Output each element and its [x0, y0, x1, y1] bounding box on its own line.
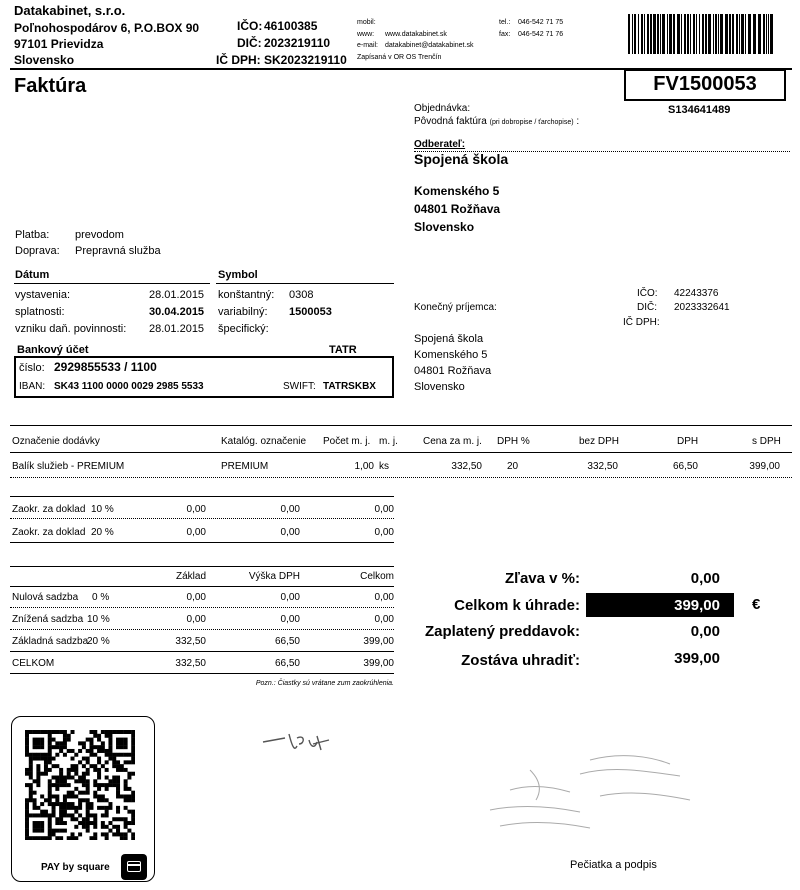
- recipient-ico: 42243376: [674, 288, 719, 299]
- splatnosti-label: splatnosti:: [15, 306, 65, 318]
- customer-name: Spojená škola: [414, 151, 509, 167]
- vat-row-b: 66,50: [274, 636, 300, 647]
- supplier-name: Datakabinet, s.r.o.: [14, 3, 126, 18]
- supplier-icdph-label: IČ DPH:: [216, 53, 261, 67]
- recipient-country: Slovensko: [414, 381, 465, 393]
- supplier-country: Slovensko: [14, 53, 75, 67]
- rounding-c: 0,00: [374, 527, 394, 538]
- recipient-city: 04801 Rožňava: [414, 365, 492, 377]
- recipient-name: Spojená škola: [414, 333, 484, 345]
- stamp-label: Pečiatka a podpis: [570, 859, 657, 871]
- rounding-c: 0,00: [374, 504, 394, 515]
- col-dph: DPH: [677, 436, 699, 447]
- zlava-label: Zľava v %:: [505, 570, 580, 587]
- vystavenia-value: 28.01.2015: [149, 289, 205, 301]
- doprava-value: Prepravná služba: [75, 245, 161, 257]
- vat-row-c: 0,00: [374, 592, 394, 603]
- vat-row-c: 0,00: [374, 614, 394, 625]
- vat-row-label: Základná sadzba: [12, 636, 89, 647]
- invoice-number: FV1500053: [653, 73, 757, 95]
- recipient-dic-label: DIČ:: [637, 302, 657, 313]
- celkom-label: Celkom k úhrade:: [454, 597, 580, 614]
- email-value: datakabinet@datakabinet.sk: [385, 42, 474, 49]
- vat-col-vyska: Výška DPH: [248, 571, 300, 582]
- vat-row-pct: 20 %: [87, 636, 110, 647]
- item-name: Balík služieb - PREMIUM: [12, 461, 125, 472]
- platba-value: prevodom: [75, 229, 124, 241]
- vat-row-pct: 10 %: [87, 614, 110, 625]
- signature: [255, 720, 345, 760]
- rounding-b: 0,00: [280, 504, 300, 515]
- vat-row-a: 0,00: [186, 614, 206, 625]
- customer-country: Slovensko: [414, 220, 475, 234]
- celkom-value: 399,00: [674, 597, 720, 614]
- vat-row-c: 399,00: [363, 636, 394, 647]
- var-label: variabilný:: [218, 306, 268, 318]
- supplier-dic: 2023219110: [264, 36, 331, 50]
- register-text: Zapísaná v OR OS Trenčín: [357, 54, 442, 61]
- col-katalog: Katalóg. označenie: [221, 436, 307, 447]
- iban-value: SK43 1100 0000 0029 2985 5533: [54, 381, 204, 392]
- vzniku-value: 28.01.2015: [149, 323, 205, 335]
- vat-total-b: 66,50: [274, 658, 300, 669]
- vystavenia-label: vystavenia:: [15, 289, 71, 301]
- vat-col-zaklad: Základ: [175, 571, 206, 582]
- zlava-value: 0,00: [690, 570, 720, 587]
- konst-label: konštantný:: [218, 289, 275, 301]
- item-unit: ks: [379, 461, 389, 472]
- mobil-label: mobil:: [357, 19, 376, 26]
- tel-value: 046-542 71 75: [518, 19, 564, 26]
- supplier-ico: 46100385: [264, 19, 318, 33]
- iban-label: IBAN:: [19, 381, 46, 392]
- vat-row-pct: 0 %: [92, 592, 110, 603]
- order-label: Objednávka:: [414, 103, 471, 114]
- bank-code: TATR: [329, 344, 357, 356]
- rounding-a: 0,00: [186, 527, 206, 538]
- col-bez-dph: bez DPH: [579, 436, 620, 447]
- pay-label: PAY by square: [41, 862, 110, 873]
- tel-label: tel.:: [499, 19, 511, 26]
- vat-row-b: 0,00: [280, 614, 300, 625]
- dates-header: Dátum: [15, 269, 50, 281]
- zostava-label: Zostáva uhradiť:: [461, 652, 580, 669]
- symbol-header: Symbol: [218, 269, 258, 281]
- qr-code: [25, 730, 135, 840]
- zostava-value: 399,00: [674, 650, 720, 667]
- item-price: 332,50: [451, 461, 482, 472]
- recipient-label: Konečný príjemca:: [414, 302, 497, 313]
- supplier-dic-label: DIČ:: [237, 36, 262, 50]
- vat-total-label: CELKOM: [12, 658, 55, 669]
- orig-invoice-label: Pôvodná faktúra (pri dobropise / ťarchopise) :: [414, 116, 580, 127]
- spec-label: špecifický:: [218, 323, 269, 335]
- item-net: 332,50: [587, 461, 618, 472]
- platba-label: Platba:: [15, 229, 50, 241]
- cislo-value: 2929855533 / 1100: [54, 360, 157, 374]
- col-pocet: Počet m. j.: [323, 436, 371, 447]
- page-title: Faktúra: [14, 75, 87, 97]
- item-vat: 66,50: [672, 461, 698, 472]
- rounding-label: Zaokr. za doklad 10 %: [12, 504, 114, 515]
- fax-label: fax:: [499, 31, 511, 38]
- vzniku-label: vzniku daň. povinnosti:: [15, 323, 127, 335]
- supplier-city: 97101 Prievidza: [14, 37, 104, 51]
- vat-col-celkom: Celkom: [360, 571, 394, 582]
- cislo-label: číslo:: [19, 362, 45, 374]
- customer-city: 04801 Rožňava: [414, 202, 501, 216]
- item-qty: 1,00: [354, 461, 374, 472]
- supplier-street: Poľnohospodárov 6, P.O.BOX 90: [14, 21, 200, 35]
- col-nazov: Označenie dodávky: [12, 436, 100, 447]
- col-dph-pct: DPH %: [497, 436, 530, 447]
- fax-value: 046-542 71 76: [518, 31, 564, 38]
- vat-row-label: Znížená sadzba: [12, 614, 84, 625]
- doprava-label: Doprava:: [15, 245, 60, 257]
- rounding-b: 0,00: [280, 527, 300, 538]
- swift-value: TATRSKBX: [323, 381, 376, 392]
- var-value: 1500053: [289, 306, 332, 318]
- col-s-dph: s DPH: [752, 436, 781, 447]
- vat-row-b: 0,00: [280, 592, 300, 603]
- order-value: S134641489: [668, 104, 731, 116]
- konst-value: 0308: [289, 289, 314, 301]
- preddavok-label: Zaplatený preddavok:: [424, 623, 580, 640]
- supplier-ico-label: IČO:: [237, 19, 263, 33]
- col-cena: Cena za m. j.: [423, 436, 482, 447]
- col-mj: m. j.: [379, 436, 398, 447]
- vat-total-c: 399,00: [363, 658, 394, 669]
- rounding-label: Zaokr. za doklad 20 %: [12, 527, 114, 538]
- item-vat-pct: 20: [507, 461, 519, 472]
- recipient-ico-label: IČO:: [637, 288, 658, 299]
- recipient-dic: 2023332641: [674, 302, 730, 313]
- supplier-icdph: SK2023219110: [264, 53, 347, 67]
- www-label: www:: [357, 31, 375, 38]
- www-value: www.datakabinet.sk: [385, 31, 447, 38]
- vat-row-a: 332,50: [175, 636, 206, 647]
- recipient-street: Komenského 5: [414, 349, 488, 361]
- barcode: [628, 14, 774, 54]
- preddavok-value: 0,00: [690, 623, 720, 640]
- bank-card-icon: [121, 854, 147, 880]
- item-gross: 399,00: [749, 461, 780, 472]
- stamp-mark: [470, 740, 700, 840]
- email-label: e-mail:: [357, 42, 379, 49]
- currency: €: [752, 596, 761, 613]
- item-catalog: PREMIUM: [221, 461, 269, 472]
- vat-total-a: 332,50: [175, 658, 206, 669]
- vat-row-a: 0,00: [186, 592, 206, 603]
- splatnosti-value: 30.04.2015: [149, 306, 205, 318]
- swift-label: SWIFT:: [283, 381, 316, 392]
- customer-label: Odberateľ:: [414, 139, 466, 150]
- rounding-a: 0,00: [186, 504, 206, 515]
- bank-header: Bankový účet: [17, 344, 89, 356]
- vat-row-label: Nulová sadzba: [12, 592, 79, 603]
- customer-street: Komenského 5: [414, 184, 500, 198]
- vat-note: Pozn.: Čiastky sú vrátane zum zaokrúhlenia.: [255, 680, 394, 687]
- recipient-icdph-label: IČ DPH:: [623, 317, 660, 328]
